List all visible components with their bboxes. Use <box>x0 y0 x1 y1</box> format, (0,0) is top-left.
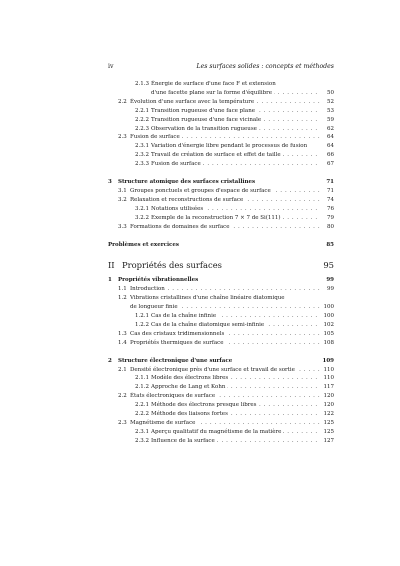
toc-page: 74 <box>320 196 334 205</box>
toc-entry[interactable]: 2.3 Magnétisme de surface . . . 125 <box>108 419 334 428</box>
toc-page: 100 <box>320 303 334 312</box>
toc-chapter[interactable]: 2 Structure électronique d'une surface 109 <box>108 357 334 364</box>
toc-page: 53 <box>320 107 334 116</box>
toc-page: 62 <box>320 125 334 134</box>
running-title: Les surfaces solides : concepts et méthodes <box>196 63 334 70</box>
toc-entry[interactable]: 1.3 Cas des cristaux tridimensionnels . . . 105 <box>108 330 334 339</box>
toc-title: Évolution d'une surface avec la température <box>130 98 255 105</box>
toc-entry[interactable]: 1.2 Vibrations cristallines d'une chaîne linéaire diatomique <box>118 295 285 302</box>
toc-page: 64 <box>320 133 334 142</box>
toc-title: Modèle des électrons libres <box>151 375 229 382</box>
page-header <box>108 63 334 73</box>
toc-title: États électroniques de surface <box>130 393 216 400</box>
toc-title: Approche de Lang et Kohn <box>151 384 226 391</box>
toc-title: Structure électronique d'une surface <box>118 357 233 364</box>
toc-page: 125 <box>320 428 334 437</box>
toc-entry[interactable]: 2.1 Densité électronique près d'une surface et travail de sortie . . . 110 <box>108 366 334 375</box>
toc-entry[interactable]: 3.2.1 Notations utilisées . . . 76 <box>108 205 334 214</box>
toc-page: 125 <box>320 419 334 428</box>
toc-title: d'une facette plane sur la forme d'équilibre <box>151 89 273 96</box>
toc-page: 110 <box>320 366 334 375</box>
toc-entry[interactable]: 2.2.2 Transition rugueuse d'une face vicinale . . . 59 <box>108 116 334 125</box>
toc-entry[interactable]: 2.3.1 Variation d'énergie libre pendant le processus de fusion 64 <box>135 143 334 150</box>
toc-title: Méthode des électrons presque libres <box>151 402 257 409</box>
toc-entry[interactable]: 2.1.1 Modèle des électrons libres . . . 110 <box>108 374 334 383</box>
toc-page: 122 <box>320 410 334 419</box>
toc-entry[interactable]: 2.3.3 Fusion de surface . . . 67 <box>108 160 334 169</box>
toc-entry[interactable]: 2.3.1 Aperçu qualitatif du magnétisme de la matière . . . 125 <box>108 428 334 437</box>
toc-entry[interactable]: 1.4 Propriétés thermiques de surface . . . 108 <box>108 339 334 348</box>
toc-entry[interactable]: 2.3 Fusion de surface . . . 64 <box>108 133 334 142</box>
toc-part[interactable]: II Propriétés des surfaces 95 <box>108 260 334 271</box>
toc-page: 71 <box>320 178 334 187</box>
toc-page: 105 <box>320 330 334 339</box>
toc-title: Énergie de surface d'une face F et extension <box>151 81 276 87</box>
toc-page: 127 <box>320 437 334 446</box>
toc-title: Fusion de surface <box>151 161 201 168</box>
toc-entry-continuation[interactable] <box>108 303 334 312</box>
toc-page: 117 <box>320 383 334 392</box>
toc-entry[interactable]: 2.2.1 Transition rugueuse d'une face plane . . . 53 <box>108 107 334 116</box>
toc-page: 59 <box>320 116 334 125</box>
toc-page: 110 <box>320 374 334 383</box>
toc-entry[interactable]: 3.2 Relaxation et reconstructions de surface . . . 74 <box>108 196 334 205</box>
toc-title: Densité électronique près d'une surface et travail de sortie <box>130 366 295 373</box>
toc-entry[interactable]: 2.3.2 Influence de la surface . . . 127 <box>108 437 334 446</box>
toc-entry[interactable]: 2.2 États électroniques de surface . . . 120 <box>108 392 334 401</box>
toc-title: Problèmes et exercices <box>108 241 179 248</box>
toc-title: Travail de création de surface et effet de taille <box>151 152 281 159</box>
toc-entry[interactable]: 2.3.2 Travail de création de surface et effet de taille . . . 66 <box>108 151 334 160</box>
toc-entry-continuation[interactable] <box>108 89 334 98</box>
toc-page: 100 <box>320 312 334 321</box>
toc-page: 52 <box>320 98 334 107</box>
toc-title: Cas de la chaîne infinie <box>151 313 217 320</box>
toc-chapter[interactable]: 3 Structure atomique des surfaces cristallines 71 <box>108 179 334 186</box>
toc-title: Vibrations cristallines d'une chaîne linéaire diatomique <box>130 295 285 302</box>
toc-page: 76 <box>320 205 334 214</box>
toc-entry[interactable]: 2.2.2 Méthode des liaisons fortes . . . 122 <box>108 410 334 419</box>
toc-entry[interactable]: 1.1 Introduction . . . 99 <box>108 285 334 294</box>
toc-page: 80 <box>320 223 334 232</box>
toc-entry[interactable]: 2.2.1 Méthode des électrons presque libres . . . 120 <box>108 401 334 410</box>
toc-entry[interactable]: 2.1.3 Énergie de surface d'une face F et extension <box>135 81 276 87</box>
toc-page: 120 <box>320 392 334 401</box>
toc-page: 79 <box>320 214 334 223</box>
toc-entry[interactable]: 2.2.3 Observation de la transition rugueuse . . . 62 <box>108 125 334 134</box>
toc-title: Cas des cristaux tridimensionnels <box>130 330 225 337</box>
toc-title: Aperçu qualitatif du magnétisme de la matière <box>151 428 282 435</box>
toc-title: Influence de la surface <box>151 437 215 444</box>
toc-entry[interactable]: 3.1 Groupes ponctuels et groupes d'espace de surface . . . 71 <box>108 187 334 196</box>
toc-title: Notations utilisées <box>151 205 204 212</box>
toc-title: Variation d'énergie libre pendant le processus de fusion <box>151 143 308 150</box>
toc-title: Transition rugueuse d'une face plane <box>151 107 256 114</box>
toc-page: 99 <box>320 276 334 285</box>
toc-title: Transition rugueuse d'une face vicinale <box>151 116 262 123</box>
toc-title: de longueur finie <box>130 304 178 311</box>
toc-title: Relaxation et reconstructions de surface <box>130 196 244 203</box>
toc-page: 99 <box>320 285 334 294</box>
table-of-contents <box>108 80 334 446</box>
toc-page: 85 <box>320 241 334 250</box>
toc-title: Propriétés thermiques de surface <box>130 339 224 346</box>
toc-entry[interactable]: 3.2.2 Exemple de la reconstruction 7 × 7 de Si(111) . . . 79 <box>108 214 334 223</box>
toc-title: Formations de domaines de surface <box>130 223 230 230</box>
toc-entry[interactable]: 1.2.2 Cas de la chaîne diatomique semi-infinie . . . 102 <box>108 321 334 330</box>
toc-title: Magnétisme de surface <box>130 420 196 426</box>
toc-title: Observation de la transition rugueuse <box>151 125 257 132</box>
toc-page: 66 <box>320 151 334 160</box>
toc-page: 67 <box>320 160 334 169</box>
part-title: Propriétés des surfaces <box>122 260 222 271</box>
toc-title: Méthode des liaisons fortes <box>151 411 228 418</box>
page-number: iv <box>108 63 114 70</box>
toc-page: 95 <box>318 259 334 271</box>
toc-title: Cas de la chaîne diatomique semi-infinie <box>151 321 265 328</box>
toc-entry[interactable]: 2.2 Évolution d'une surface avec la température . . . 52 <box>108 98 334 107</box>
toc-problems[interactable] <box>108 241 334 250</box>
toc-title: Fusion de surface <box>130 134 180 141</box>
toc-chapter[interactable]: 1 Propriétés vibrationnelles 99 <box>108 277 334 284</box>
toc-page: 109 <box>320 357 334 366</box>
toc-title: Groupes ponctuels et groupes d'espace de surface <box>130 187 271 194</box>
toc-entry[interactable]: 3.3 Formations de domaines de surface . . . 80 <box>108 223 334 232</box>
toc-entry[interactable]: 2.1.2 Approche de Lang et Kohn . . . 117 <box>108 383 334 392</box>
toc-page: 102 <box>320 321 334 330</box>
toc-title: Propriétés vibrationnelles <box>118 277 199 284</box>
toc-page: 71 <box>320 187 334 196</box>
toc-page: 50 <box>320 89 334 98</box>
toc-title: Structure atomique des surfaces cristallines <box>118 179 256 186</box>
toc-page: 108 <box>320 339 334 348</box>
toc-entry[interactable]: 1.2.1 Cas de la chaîne infinie . . . 100 <box>108 312 334 321</box>
toc-page: 64 <box>320 142 334 151</box>
toc-title: Exemple de la reconstruction 7 × 7 de Si(111) <box>151 214 281 221</box>
toc-page: 120 <box>320 401 334 410</box>
toc-title: Introduction <box>130 286 165 293</box>
